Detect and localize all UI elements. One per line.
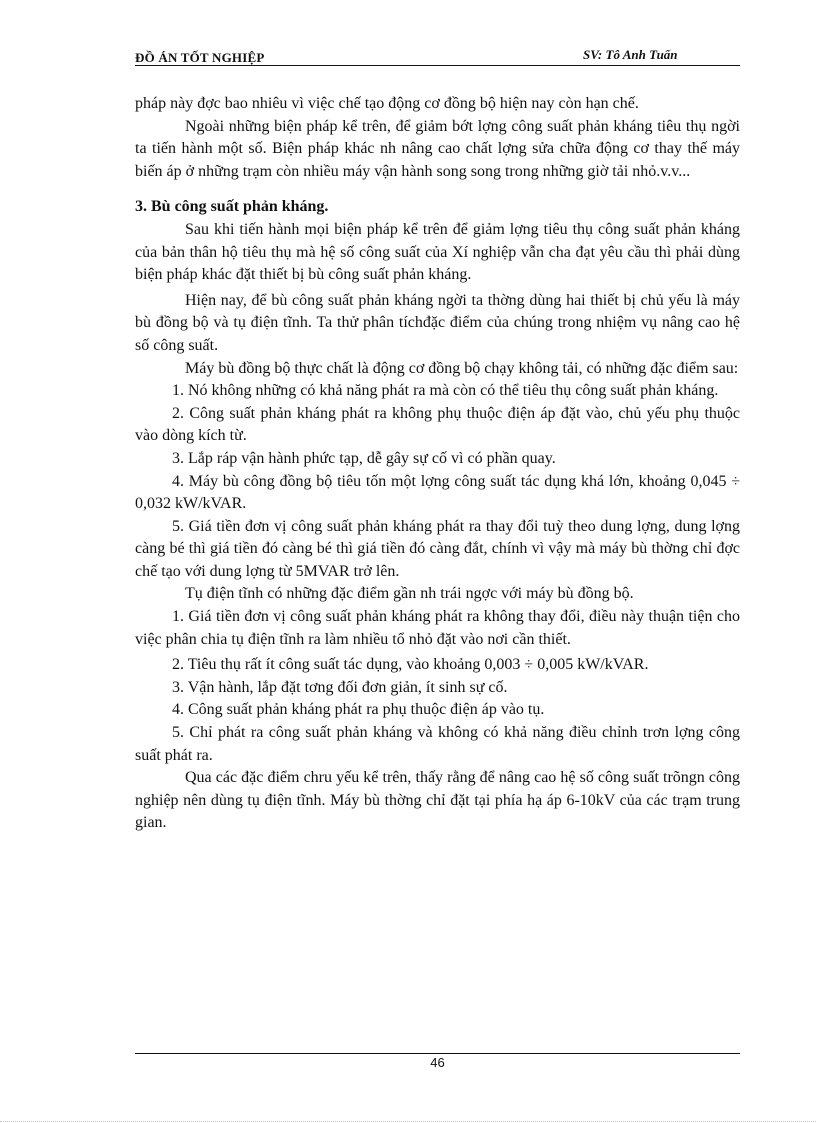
list-item: 1. Nó không những có khả năng phát ra mà còn có thể tiêu thụ công suất phản kháng.	[172, 382, 719, 400]
paragraph: Hiện nay, để bù công suất phản kháng ngời ta thờng dùng hai thiết bị chủ yếu là máy bù đồng bộ và tụ điện tĩnh. Ta thử phân tíchđặc điểm của chúng trong nhiệm vụ nâng cao hệ số công suất.	[135, 291, 740, 354]
header-author: SV: Tô Anh Tuấn	[583, 47, 678, 62]
paragraph: Ngoài những biện pháp kể trên, để giảm bớt lợng công suất phản kháng tiêu thụ ngời ta tiến hành một số. Biện pháp khác nh nâng cao chất lợng sửa chữa động cơ thay thế máy biến áp ở những trạm còn nhiều máy vận hành song song trong những giờ tải nhỏ.v.v...	[135, 117, 740, 180]
paragraph: Tụ điện tĩnh có những đặc điểm gần nh trái ngợc với máy bù đồng bộ.	[185, 585, 634, 603]
header-divider	[135, 65, 740, 66]
page-edge-divider	[0, 1121, 816, 1122]
section-heading: 3. Bù công suất phản kháng.	[135, 198, 329, 216]
list-item: 3. Vận hành, lắp đặt tơng đối đơn giản, ít sinh sự cố.	[172, 678, 508, 696]
paragraph: Qua các đặc điểm chru yếu kể trên, thấy rằng để nâng cao hệ số công suất trõngn công nghiệp nên dùng tụ điện tĩnh. Máy bù thờng chỉ đặt tại phía hạ áp 6-10kV của các trạm trung gian.	[135, 769, 740, 832]
paragraph: Sau khi tiến hành mọi biện pháp kể trên để giảm lợng tiêu thụ công suất phản kháng của bản thân hộ tiêu thụ mà hệ số công suất của Xí nghiệp vẫn cha đạt yêu cầu thì phải dùng biện pháp khác đặt thiết bị bù công suất phản kháng.	[135, 220, 740, 284]
list-item: 1. Giá tiền đơn vị công suất phản kháng phát ra không thay đổi, điều này thuận tiện cho việc phân chia tụ điện tĩnh ra làm nhiều tổ nhỏ đặt vào nơi cần thiết.	[135, 608, 740, 648]
list-item: 5. Chỉ phát ra công suất phản kháng và không có khả năng điều chỉnh trơn lợng công suất phát ra.	[135, 724, 740, 764]
list-item: 4. Máy bù công đồng bộ tiêu tốn một lợng công suất tác dụng khá lớn, khoảng 0,045 ÷ 0,032 kW/kVAR.	[135, 472, 740, 513]
document-body	[135, 93, 740, 835]
list-item: 5. Giá tiền đơn vị công suất phản kháng phát ra thay đổi tuỳ theo dung lợng, dung lợng càng bé thì giá tiền đó càng bé thì giá tiền đó càng đắt, chính vì vậy mà máy bù thờng chỉ đợc chế tạo với dung lợng từ 5MVAR trở lên.	[135, 517, 740, 580]
list-item: 4. Công suất phản kháng phát ra phụ thuộc điện áp vào tụ.	[172, 701, 545, 719]
paragraph: Máy bù đồng bộ thực chất là động cơ đồng bộ chạy không tải, có những đặc điểm sau:	[185, 359, 739, 377]
footer-divider	[135, 1053, 740, 1054]
header-title: ĐỒ ÁN TỐT NGHIỆP	[135, 50, 265, 65]
paragraph: pháp này đợc bao nhiêu vì việc chế tạo động cơ đồng bộ hiện nay còn hạn chế.	[135, 95, 639, 112]
list-item: 2. Tiêu thụ rất ít công suất tác dụng, vào khoảng 0,003 ÷ 0,005 kW/kVAR.	[172, 656, 649, 674]
list-item: 2. Công suất phản kháng phát ra không phụ thuộc điện áp đặt vào, chủ yếu phụ thuộc vào dòng kích từ.	[135, 404, 740, 445]
list-item: 3. Lắp ráp vận hành phức tạp, dễ gây sự cố vì có phần quay.	[172, 449, 556, 467]
page-number: 46	[430, 1055, 445, 1070]
